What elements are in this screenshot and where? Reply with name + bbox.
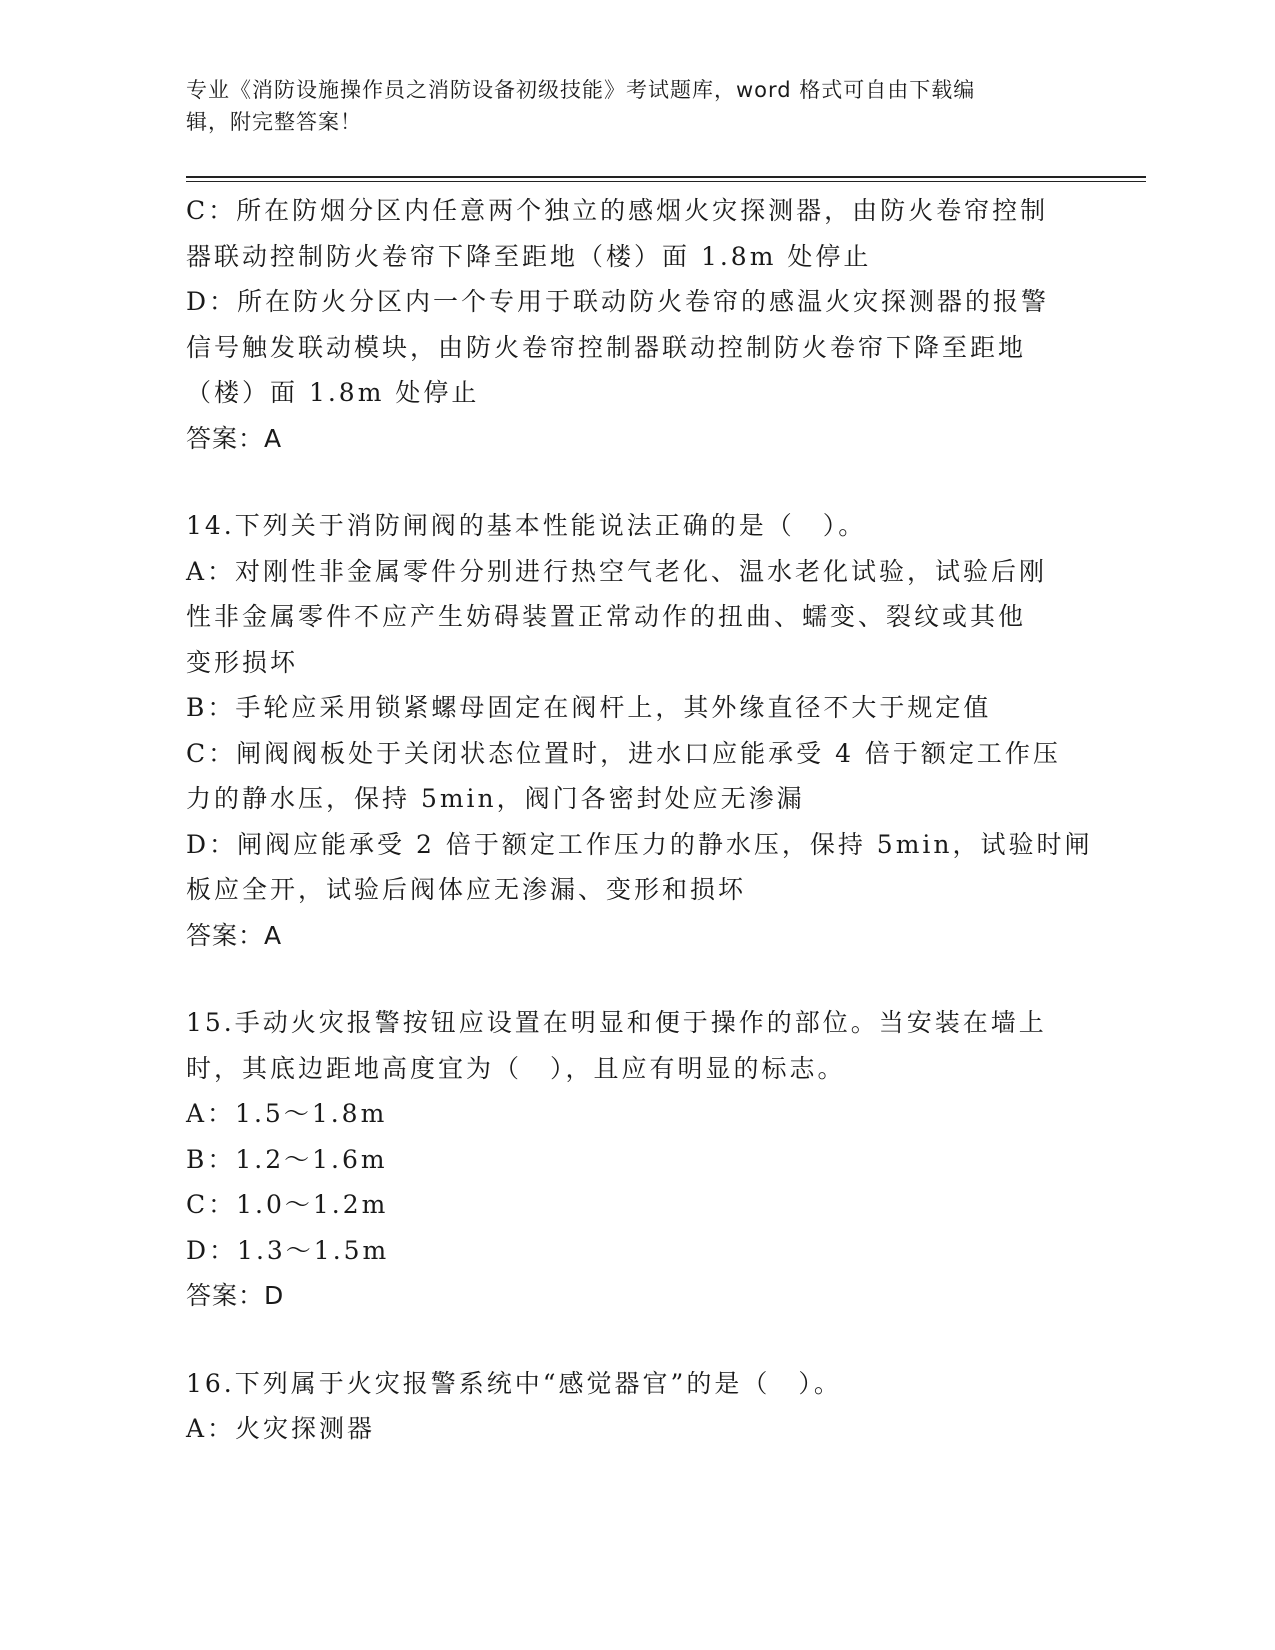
q15-option-a: A：1.5～1.8m [186,1099,388,1128]
question-15 [186,1000,1086,1319]
q13-option-c-line-2: 器联动控制防火卷帘下降至距地（楼）面 1.8m 处停止 [186,241,872,271]
document-header [186,74,1066,138]
spacer [186,1319,1086,1361]
q14-option-a-line-1: A：对刚性非金属零件分别进行热空气老化、温水老化试验，试验后刚 [186,556,1048,586]
header-divider-thick [186,176,1146,178]
question-13-tail [186,188,1086,461]
q15-option-b: B：1.2～1.6m [186,1144,388,1174]
q15-answer: 答案：D [186,1281,285,1310]
spacer [186,461,1086,503]
q16-option-a: A：火灾探测器 [186,1414,376,1443]
q15-option-c: C：1.0～1.2m [186,1190,389,1219]
q14-stem: 14.下列关于消防闸阀的基本性能说法正确的是（ ）。 [186,511,867,540]
q13-option-d-line-2: 信号触发联动模块，由防火卷帘控制器联动控制防火卷帘下降至距地 [186,332,1027,362]
q14-answer: 答案：A [186,920,283,950]
q14-option-d-line-2: 板应全开，试验后阀体应无渗漏、变形和损坏 [186,875,747,904]
q14-option-c-line-2: 力的静水压，保持 5min，阀门各密封处应无渗漏 [186,784,805,813]
q13-answer: 答案：A [186,423,283,453]
q13-option-d-line-1: D：所在防火分区内一个专用于联动防火卷帘的感温火灾探测器的报警 [186,287,1050,316]
q14-option-d-line-1: D：闸阀应能承受 2 倍于额定工作压力的静水压，保持 5min，试验时闸 [186,829,1093,859]
q13-option-d-line-3: （楼）面 1.8m 处停止 [186,378,480,407]
q14-option-c-line-1: C：闸阀阀板处于关闭状态位置时，进水口应能承受 4 倍于额定工作压 [186,738,1061,768]
document-body [186,188,1093,1452]
q14-option-b: B：手轮应采用锁紧螺母固定在阀杆上，其外缘直径不大于规定值 [186,693,992,722]
header-divider-thin [186,181,1146,182]
question-14 [186,503,1093,958]
q14-option-a-line-2: 性非金属零件不应产生妨碍装置正常动作的扭曲、蠕变、裂纹或其他 [186,602,1027,631]
header-line-1: 专业《消防设施操作员之消防设备初级技能》考试题库，word 格式可自由下载编 [186,78,976,102]
q15-stem-line-2: 时，其底边距地高度宜为（ ），且应有明显的标志。 [186,1053,846,1083]
spacer [186,958,1086,1000]
q16-stem: 16.下列属于火灾报警系统中“感觉器官”的是（ ）。 [186,1368,842,1398]
q13-option-c-line-1: C：所在防烟分区内任意两个独立的感烟火灾探测器，由防火卷帘控制 [186,196,1049,225]
q15-stem-line-1: 15.手动火灾报警按钮应设置在明显和便于操作的部位。当安装在墙上 [186,1008,1047,1037]
header-line-2: 辑，附完整答案！ [186,110,362,134]
q14-option-a-line-3: 变形损坏 [186,647,299,677]
q15-option-d: D：1.3～1.5m [186,1235,390,1265]
question-16 [186,1361,1086,1452]
